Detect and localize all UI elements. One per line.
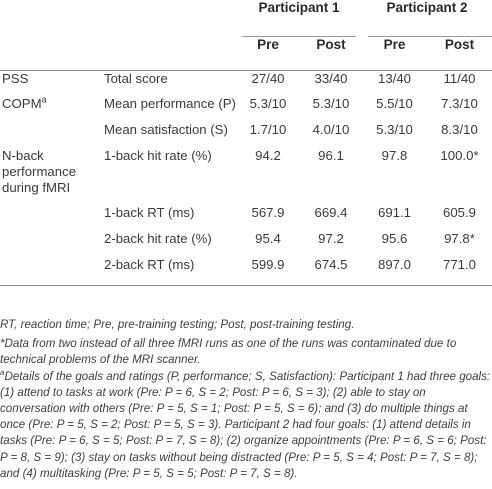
header-p2-post: Post	[427, 37, 492, 70]
value-cell: 97.8	[381, 148, 408, 163]
value-cell: 8.3/10	[441, 122, 478, 137]
value-cell: 1.7/10	[249, 122, 287, 137]
table-row	[0, 122, 492, 148]
measure-label: PSS	[2, 70, 29, 86]
header-p2-pre: Pre	[362, 37, 427, 70]
table-row	[0, 96, 492, 122]
value-cell: 771.0	[427, 257, 492, 285]
item-label: 2-back hit rate (%)	[104, 231, 212, 246]
item-label: 1-back RT (ms)	[104, 205, 195, 220]
measure-label: N-back performance during fMRI	[2, 148, 77, 195]
value-cell: 94.2	[255, 148, 281, 163]
measure-label	[0, 122, 104, 148]
table-row	[0, 148, 492, 205]
value-cell: 11/40	[443, 70, 476, 86]
value-cell: 13/40	[377, 70, 411, 86]
value-cell: 100.0*	[440, 148, 479, 163]
measure-label	[0, 257, 104, 285]
footnote-marker: a	[41, 94, 47, 105]
footnote-a: $^a$Details of the goals and ratings (P, performance; S, Satisfaction): Participant 1 had three goals: (1) attend to tasks at work (Pre: P = 6, S = 2; Post: P = 6, S = 3); (2) able to stay on conversation with others (Pre: P = 5, S = 1; Post: P = 5, S = 6); and (3) do multiple things at once (Pre: P = 5, S = 2; Post: P = 5, S = 3). Participant 2 had four goals: (1) attend details in tasks (Pre: P = 6, S = 5; Post: P = 7, S = 8); (2) organize appointments (Pre: P = 6, S = 6; Post: P = 8, S = 9); (3) stay on tasks without being distracted (Pre: P = 5, S = 4; Post: P = 7, S = 8); and (4) multitasking (Pre: P = 5, S = 5; Post: P = 7, S = 8).	[0, 367, 491, 480]
value-cell: 95.6	[381, 231, 408, 246]
value-cell: 5.3/10	[249, 96, 287, 111]
value-cell: 897.0	[362, 257, 427, 285]
header-p1-pre: Pre	[236, 37, 300, 70]
value-cell: 4.0/10	[312, 122, 350, 137]
header-p1-post: Post	[300, 37, 362, 70]
item-label: Mean performance (P)	[104, 96, 236, 111]
item-label: 1-back hit rate (%)	[104, 148, 212, 163]
value-cell: 605.9	[442, 205, 476, 220]
value-cell: 7.3/10	[441, 96, 478, 111]
header-row-groups	[0, 0, 492, 37]
header-group-participant-1: Participant 1	[236, 0, 362, 37]
header-row-subcols	[0, 37, 492, 70]
table-footnotes	[0, 317, 492, 482]
value-cell: 97.2	[318, 231, 344, 246]
footnote-abbreviations: RT, reaction time; Pre, pre-training testing; Post, post-training testing.	[0, 318, 355, 331]
measure-label	[0, 231, 104, 257]
value-cell: 567.9	[251, 205, 285, 220]
table-row	[0, 231, 492, 257]
value-cell: 5.3/10	[376, 122, 413, 137]
item-label: 2-back RT (ms)	[104, 257, 236, 285]
value-cell: 97.8*	[444, 231, 475, 246]
value-cell: 5.3/10	[312, 96, 350, 111]
value-cell: 5.5/10	[376, 96, 413, 111]
header-empty-3	[0, 37, 104, 70]
header-empty-4	[104, 37, 236, 70]
table-row	[0, 257, 492, 285]
value-cell: 691.1	[377, 205, 411, 220]
header-empty-2	[104, 0, 236, 37]
item-label: Total score	[104, 70, 168, 86]
footnote-star: *Data from two instead of all three fMRI runs as one of the runs was contaminated due to technical problems of the MRI scanner.	[0, 337, 457, 367]
value-cell: 95.4	[255, 231, 281, 246]
value-cell: 27/40	[251, 70, 285, 86]
group-underline	[368, 36, 492, 37]
table-row	[0, 205, 492, 231]
header-group-participant-2: Participant 2	[362, 0, 492, 37]
footnote-marker: a	[0, 367, 5, 377]
group-underline	[242, 36, 356, 37]
table-row	[0, 70, 492, 96]
header-empty-1	[0, 0, 104, 37]
measure-label: COPM$^a$	[2, 94, 47, 111]
measure-label	[0, 205, 104, 231]
item-label: Mean satisfaction (S)	[104, 122, 228, 137]
value-cell: 33/40	[314, 70, 348, 86]
value-cell: 96.1	[318, 148, 344, 163]
value-cell: 674.5	[300, 257, 362, 285]
value-cell: 669.4	[314, 205, 348, 220]
value-cell: 599.9	[236, 257, 300, 285]
